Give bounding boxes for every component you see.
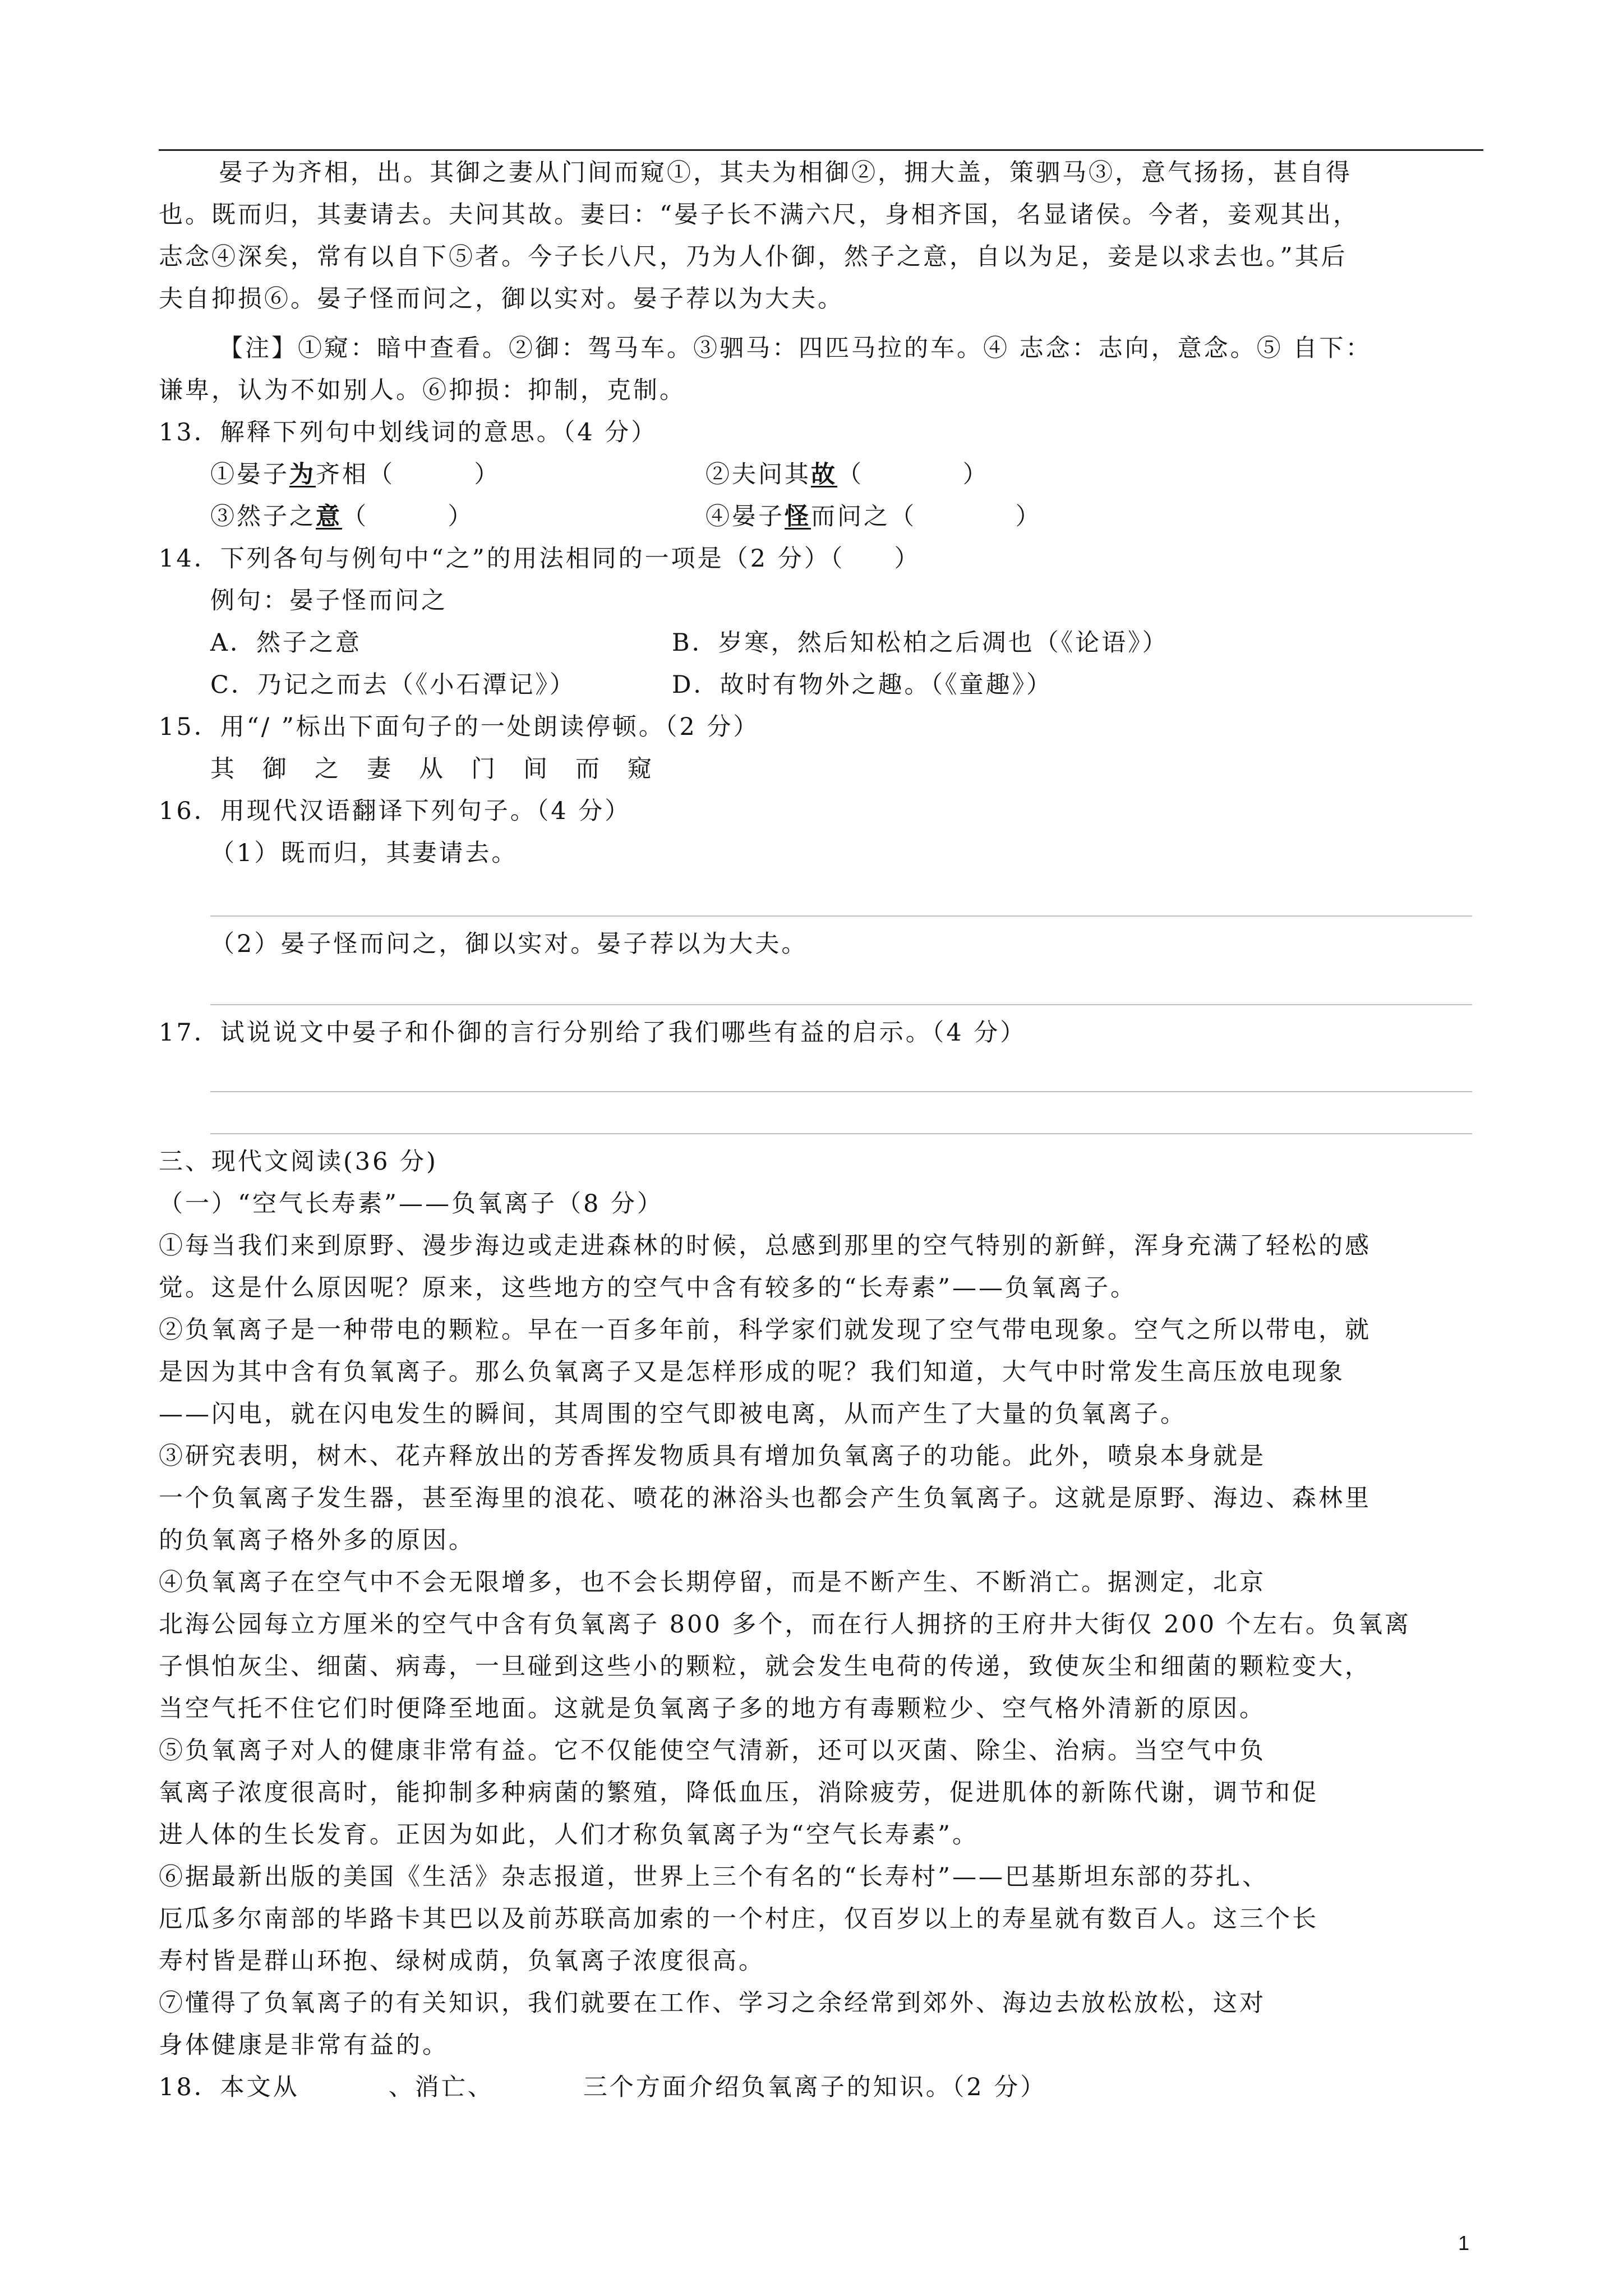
q14-option-a: A．然子之意 — [210, 629, 362, 657]
q14-example: 例句：晏子怪而问之 — [210, 587, 448, 615]
passage-line: 也。既而归，其妻请去。夫问其故。妻曰：“晏子长不满六尺，身相齐国，名显诸侯。今者，妾观其出， — [159, 201, 1359, 229]
article-line: 进人体的生长发育。正因为如此，人们才称负氧离子为“空气长寿素”。 — [159, 1821, 979, 1849]
question-17-stem: 17．试说说文中晏子和仆御的言行分别给了我们哪些有益的启示。（4 分） — [159, 1019, 1027, 1047]
answer-line — [210, 1004, 1472, 1005]
article-line: 北海公园每立方厘米的空气中含有负氧离子 800 多个，而在行人拥挤的王府井大街仅 200 个左右。负氧离 — [159, 1611, 1411, 1639]
q13-item-2: ②夫问其故（ ） — [706, 461, 989, 489]
article-line: ⑤负氧离子对人的健康非常有益。它不仅能使空气清新，还可以灭菌、除尘、治病。当空气中负 — [159, 1737, 1266, 1765]
section-3-title: 三、现代文阅读(36 分) — [159, 1148, 438, 1176]
article-line: ⑥据最新出版的美国《生活》杂志报道，世界上三个有名的“长寿村”——巴基斯坦东部的芬扎、 — [159, 1863, 1269, 1891]
question-18-stem: 18．本文从 、消亡、 三个方面介绍负氧离子的知识。（2 分） — [159, 2073, 1047, 2101]
question-16-stem: 16．用现代汉语翻译下列句子。（4 分） — [159, 797, 631, 825]
article-line: 是因为其中含有负氧离子。那么负氧离子又是怎样形成的呢？我们知道，大气中时常发生高压放电现象 — [159, 1358, 1345, 1386]
answer-line — [210, 915, 1472, 917]
note-line: 谦卑，认为不如别人。⑥抑损：抑制，克制。 — [159, 376, 686, 404]
passage-line: 志念④深矣，常有以自下⑤者。今子长八尺，乃为人仆御，然子之意，自以为足，妾是以求去也。”其后 — [159, 243, 1348, 271]
article-line: ③研究表明，树木、花卉释放出的芳香挥发物质具有增加负氧离子的功能。此外，喷泉本身就是 — [159, 1442, 1266, 1470]
article-line: ——闪电，就在闪电发生的瞬间，其周围的空气即被电离，从而产生了大量的负氧离子。 — [159, 1400, 1187, 1428]
article-line: 觉。这是什么原因呢？原来，这些地方的空气中含有较多的“长寿素”——负氧离子。 — [159, 1274, 1137, 1302]
q16-sentence-2: （2）晏子怪而问之，御以实对。晏子荐以为大夫。 — [210, 930, 808, 958]
article-line: ②负氧离子是一种带电的颗粒。早在一百多年前，科学家们就发现了空气带电现象。空气之所以带电，就 — [159, 1316, 1371, 1344]
question-15-stem: 15．用“/ ”标出下面句子的一处朗读停顿。（2 分） — [159, 713, 760, 741]
article-line: ①每当我们来到原野、漫步海边或走进森林的时候，总感到那里的空气特别的新鲜，浑身充满了轻松的感 — [159, 1232, 1371, 1260]
note-line: 【注】①窥：暗中查看。②御：驾马车。③驷马：四匹马拉的车。④ 志念：志向，意念。⑤ 自下： — [219, 334, 1372, 362]
article-line: 子惧怕灰尘、细菌、病毒，一旦碰到这些小的颗粒，就会发生电荷的传递，致使灰尘和细菌的颗粒变大， — [159, 1653, 1371, 1681]
passage-line: 晏子为齐相，出。其御之妻从门间而窥①，其夫为相御②，拥大盖，策驷马③，意气扬扬，甚自得 — [219, 159, 1352, 187]
answer-line — [210, 1133, 1472, 1134]
article-line: 一个负氧离子发生器，甚至海里的浪花、喷花的淋浴头也都会产生负氧离子。这就是原野、海边、森林里 — [159, 1484, 1371, 1512]
article-line: ④负氧离子在空气中不会无限增多，也不会长期停留，而是不断产生、不断消亡。据测定，北京 — [159, 1568, 1266, 1596]
article-line: 身体健康是非常有益的。 — [159, 2031, 449, 2059]
q14-option-b: B．岁寒，然后知松柏之后凋也（《论语》） — [672, 629, 1169, 657]
header-rule — [159, 149, 1483, 151]
q15-sentence: 其御之妻从门间而窥 — [210, 755, 680, 783]
section-3-subtitle: （一）“空气长寿素”——负氧离子（8 分） — [159, 1190, 663, 1218]
q13-item-1: ①晏子为齐相（ ） — [210, 461, 501, 489]
q16-sentence-1: （1）既而归，其妻请去。 — [210, 839, 518, 867]
q14-option-c: C．乃记之而去（《小石潭记》） — [210, 671, 576, 699]
passage-line: 夫自抑损⑥。晏子怪而问之，御以实对。晏子荐以为大夫。 — [159, 285, 844, 313]
article-line: 寿村皆是群山环抱、绿树成荫，负氧离子浓度很高。 — [159, 1947, 765, 1975]
page-number: 1 — [1458, 2231, 1470, 2254]
question-13-stem: 13．解释下列句中划线词的意思。（4 分） — [159, 418, 658, 447]
article-line: ⑦懂得了负氧离子的有关知识，我们就要在工作、学习之余经常到郊外、海边去放松放松，这对 — [159, 1989, 1266, 2017]
question-14-stem: 14．下列各句与例句中“之”的用法相同的一项是（2 分）（ ） — [159, 545, 921, 573]
q13-item-4: ④晏子怪而问之（ ） — [706, 503, 1042, 531]
q13-item-3: ③然子之意（ ） — [210, 503, 474, 531]
article-line: 当空气托不住它们时便降至地面。这就是负氧离子多的地方有毒颗粒少、空气格外清新的原因。 — [159, 1695, 1266, 1723]
answer-line — [210, 1091, 1472, 1092]
article-line: 厄瓜多尔南部的毕路卡其巴以及前苏联高加索的一个村庄，仅百岁以上的寿星就有数百人。这三个长 — [159, 1905, 1318, 1933]
q14-option-d: D．故时有物外之趣。（《童趣》） — [672, 671, 1053, 699]
article-line: 的负氧离子格外多的原因。 — [159, 1526, 475, 1554]
article-line: 氧离子浓度很高时，能抑制多种病菌的繁殖，降低血压，消除疲劳，促进肌体的新陈代谢，调节和促 — [159, 1779, 1318, 1807]
